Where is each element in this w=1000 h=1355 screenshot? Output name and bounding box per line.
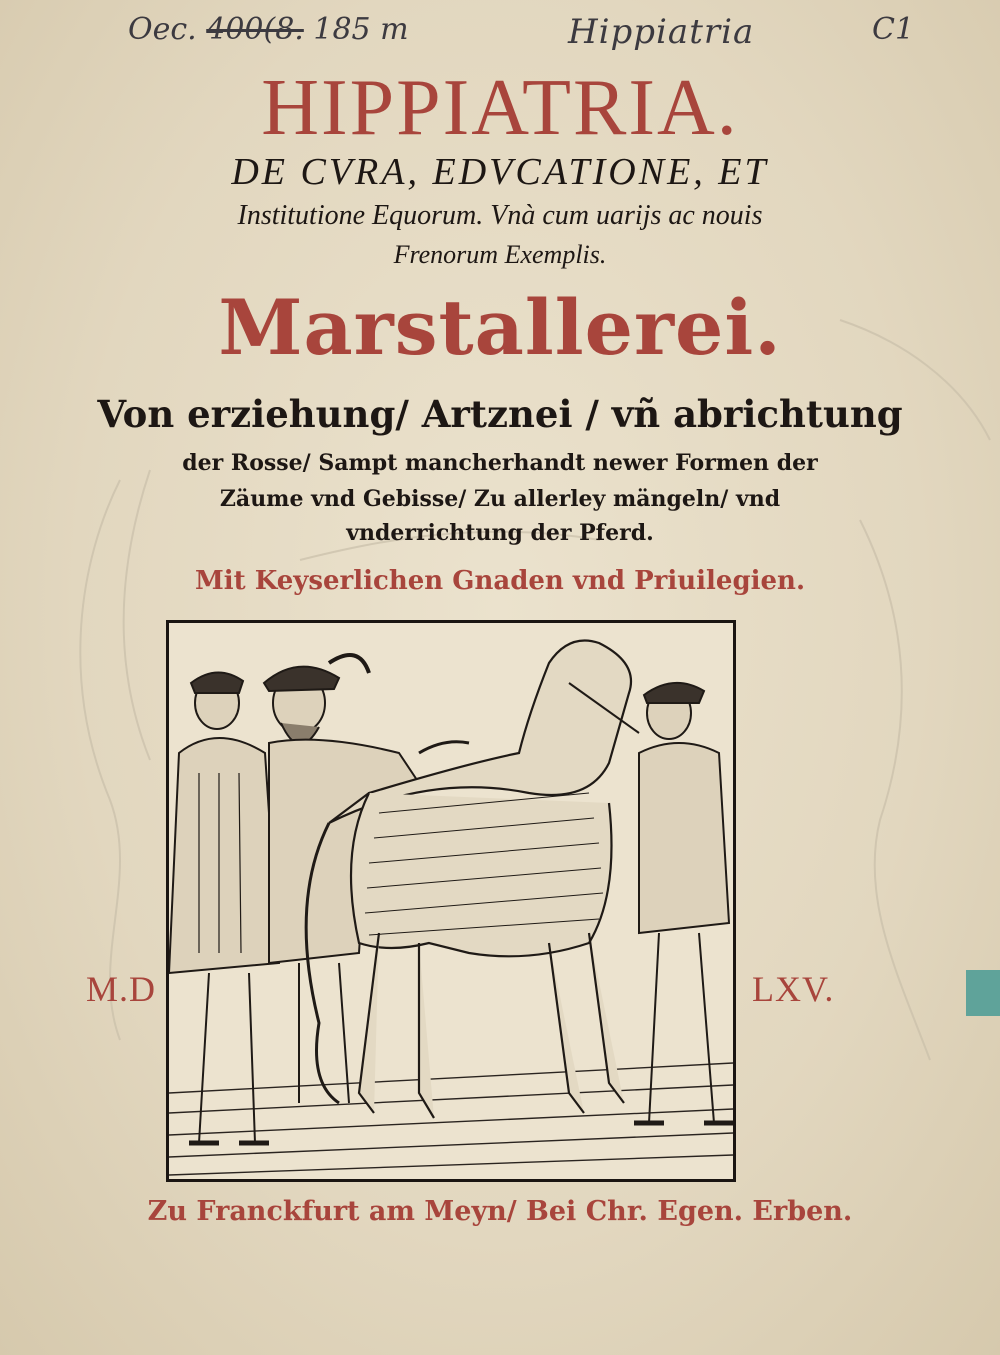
imprint-line: Zu Franckfurt am Meyn/ Bei Chr. Egen. Erben. <box>147 1196 853 1227</box>
latin-subtitle-line-2: Institutione Equorum. Vnà cum uarijs ac nouis <box>237 200 763 231</box>
horse-and-grooms-woodcut <box>169 623 733 1179</box>
page-tab-marker <box>966 970 1000 1016</box>
german-subtitle-line-3: Zäume vnd Gebisse/ Zu allerley mängeln/ vnd <box>219 486 781 512</box>
shelfmark-number: 185 m <box>313 12 409 47</box>
shelfmark-struck: 400(8. <box>206 12 304 47</box>
main-title: HIPPIATRIA. <box>261 64 739 152</box>
shelfmark-prefix: Oec. <box>128 12 197 47</box>
woodcut-illustration <box>166 620 736 1182</box>
corner-mark: C1 <box>872 12 915 47</box>
imprint-date-left: M.D <box>86 969 157 1009</box>
german-subtitle-line-1: Von erziehung/ Artznei / vñ abrichtung <box>97 392 903 436</box>
german-subtitle-line-4: vnderrichtung der Pferd. <box>346 520 654 546</box>
latin-subtitle-line-3: Frenorum Exemplis. <box>393 240 607 269</box>
german-subtitle-line-2: der Rosse/ Sampt mancherhandt newer Formen der <box>182 450 818 476</box>
handwritten-title: Hippiatria <box>568 12 755 52</box>
horse-figure <box>306 641 639 1119</box>
handwritten-shelfmark <box>0 8 1000 56</box>
german-title: Marstallerei. <box>218 283 782 372</box>
right-groom-figure <box>634 683 733 1123</box>
young-groom-figure <box>169 672 279 1143</box>
privilege-line: Mit Keyserlichen Gnaden vnd Priuilegien. <box>194 566 805 596</box>
latin-subtitle-line-1: DE CVRA, EDVCATIONE, ET <box>231 151 769 193</box>
imprint-date-right: LXV. <box>752 969 835 1009</box>
